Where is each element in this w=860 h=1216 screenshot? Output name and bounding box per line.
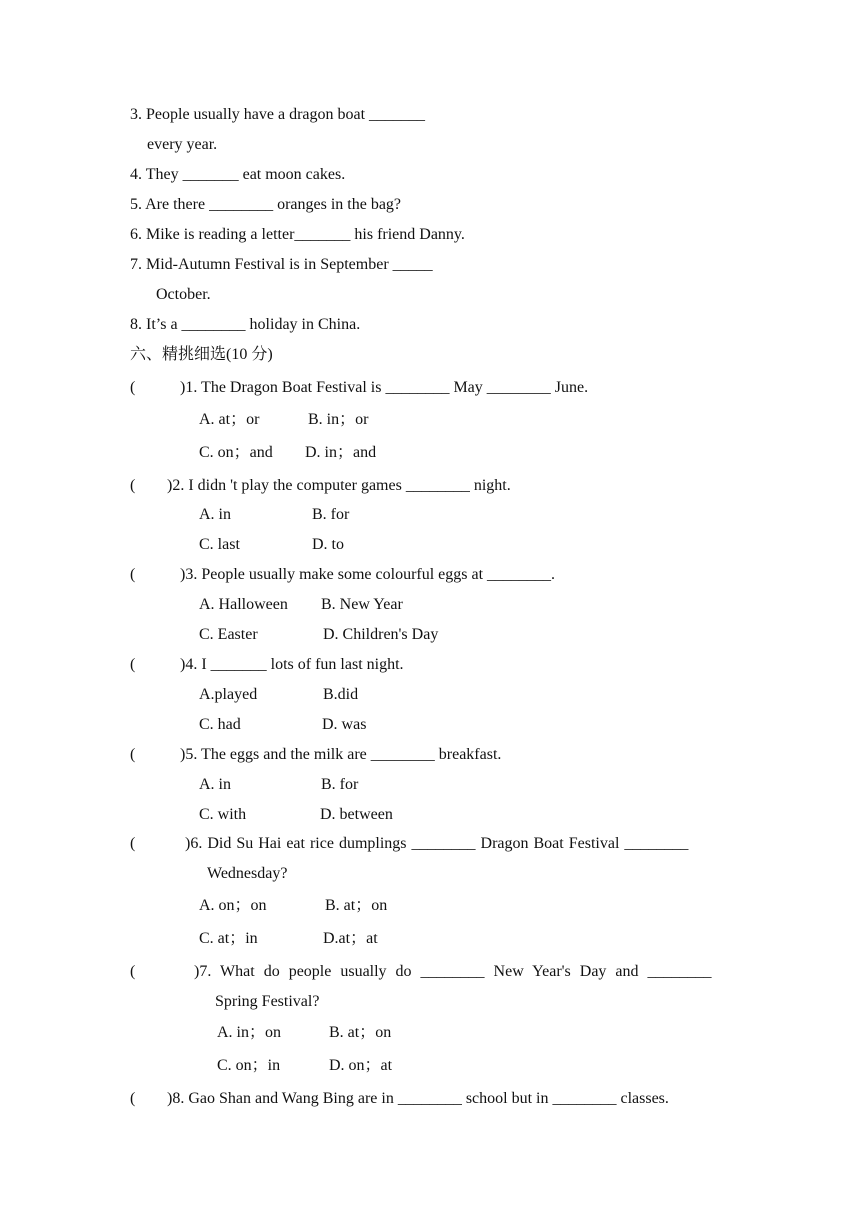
option-2a: A. in <box>199 506 231 523</box>
option-4b: B.did <box>323 686 359 703</box>
option-6b: B. at；on <box>325 897 388 914</box>
option-1c: C. on；and <box>199 444 273 461</box>
question-5-stem: )5. The eggs and the milk are ________ breakfast. <box>180 746 502 763</box>
option-5c: C. with <box>199 806 247 823</box>
option-4c: C. had <box>199 716 241 733</box>
fill-item-6: 6. Mike is reading a letter_______ his friend Danny. <box>130 226 465 243</box>
option-5d: D. between <box>320 806 393 823</box>
option-2d: D. to <box>312 536 344 553</box>
question-6-stem-continued: Wednesday? <box>207 865 288 882</box>
question-7-stem: )7. What do people usually do ________ New Year's Day and ________ <box>194 963 712 980</box>
option-3b: B. New Year <box>321 596 403 613</box>
fill-item-7: 7. Mid-Autumn Festival is in September _____ <box>130 256 433 273</box>
question-6-stem: )6. Did Su Hai eat rice dumplings ________ Dragon Boat Festival ________ <box>185 835 689 852</box>
option-7b: B. at；on <box>329 1024 392 1041</box>
answer-paren: ( <box>130 1090 136 1107</box>
question-3-stem: )3. People usually make some colourful eggs at ________. <box>180 566 556 583</box>
fill-item-3-continued: every year. <box>147 136 218 153</box>
answer-paren: ( <box>130 477 136 494</box>
option-1a: A. at；or <box>199 411 260 428</box>
option-3a: A. Halloween <box>199 596 288 613</box>
option-6d: D.at；at <box>323 930 378 947</box>
option-2b: B. for <box>312 506 350 523</box>
question-1-stem: )1. The Dragon Boat Festival is ________ May ________ June. <box>180 379 589 396</box>
fill-item-4: 4. They _______ eat moon cakes. <box>130 166 346 183</box>
option-6c: C. at；in <box>199 930 258 947</box>
option-4d: D. was <box>322 716 367 733</box>
option-4a: A.played <box>199 686 258 703</box>
question-2-stem: )2. I didn 't play the computer games ________ night. <box>167 477 511 494</box>
fill-item-8: 8. It’s a ________ holiday in China. <box>130 316 361 333</box>
option-7d: D. on；at <box>329 1057 393 1074</box>
fill-item-3: 3. People usually have a dragon boat _______ <box>130 106 426 123</box>
option-3d: D. Children's Day <box>323 626 439 643</box>
option-2c: C. last <box>199 536 240 553</box>
question-4-stem: )4. I _______ lots of fun last night. <box>180 656 404 673</box>
option-1b: B. in；or <box>308 411 369 428</box>
option-3c: C. Easter <box>199 626 258 643</box>
option-6a: A. on；on <box>199 897 267 914</box>
option-1d: D. in；and <box>305 444 377 461</box>
option-5a: A. in <box>199 776 231 793</box>
answer-paren: ( <box>130 566 136 583</box>
fill-item-7-continued: October. <box>156 286 211 303</box>
answer-paren: ( <box>130 963 136 980</box>
answer-paren: ( <box>130 746 136 763</box>
option-7c: C. on；in <box>217 1057 281 1074</box>
option-7a: A. in；on <box>217 1024 282 1041</box>
answer-paren: ( <box>130 379 136 396</box>
question-7-stem-continued: Spring Festival? <box>215 993 320 1010</box>
answer-paren: ( <box>130 656 136 673</box>
fill-item-5: 5. Are there ________ oranges in the bag? <box>130 196 402 213</box>
question-8-stem: )8. Gao Shan and Wang Bing are in ________ school but in ________ classes. <box>167 1090 669 1107</box>
section-heading-choice: 六、精挑细选(10 分) <box>130 346 273 363</box>
option-5b: B. for <box>321 776 359 793</box>
answer-paren: ( <box>130 835 136 852</box>
